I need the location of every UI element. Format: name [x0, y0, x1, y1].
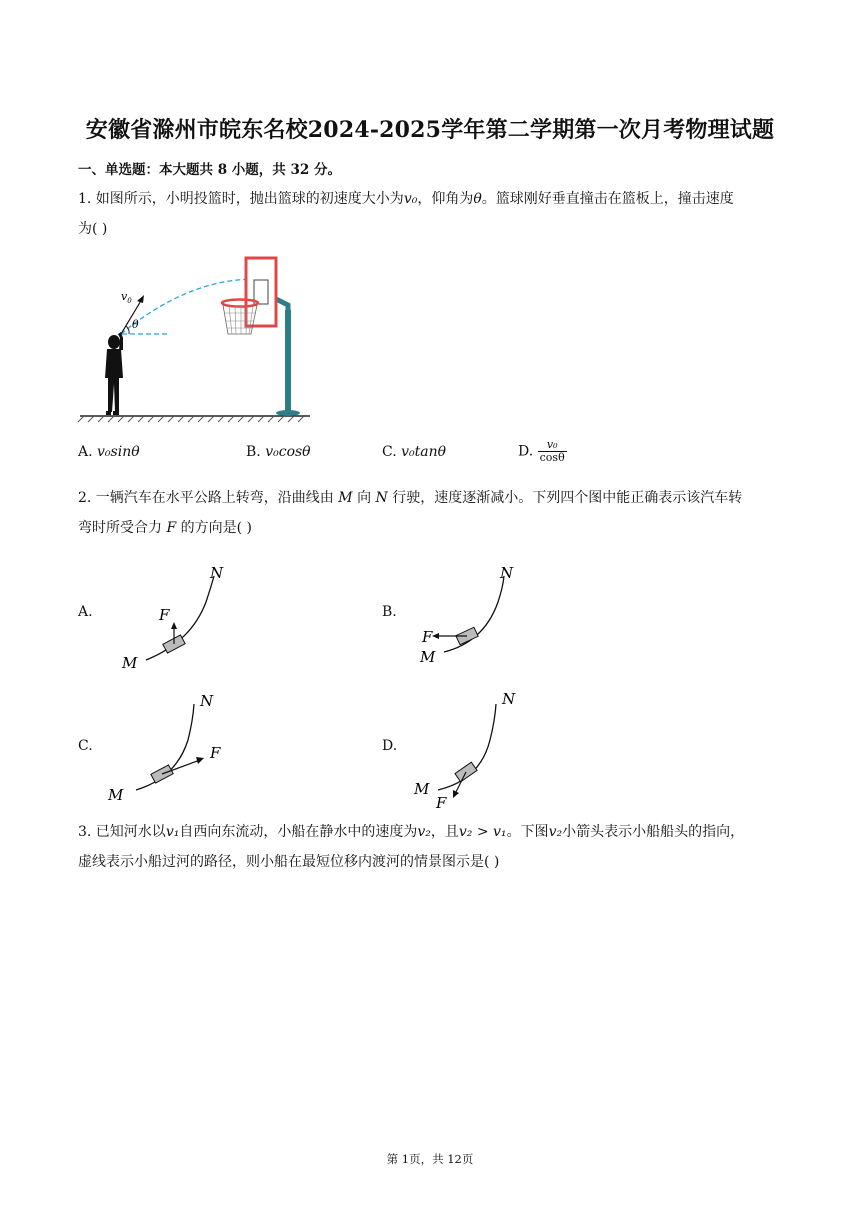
- q1-option-a[interactable]: A. v₀sinθ: [78, 444, 140, 460]
- svg-text:M: M: [108, 786, 124, 804]
- svg-text:F: F: [159, 606, 170, 624]
- q2-figure-b[interactable]: [414, 562, 534, 674]
- svg-text:F: F: [436, 794, 447, 808]
- svg-text:v0: $v_0$: [121, 290, 132, 305]
- q1-option-b[interactable]: B. v₀cosθ: [246, 444, 311, 460]
- svg-text:N: N: [210, 564, 224, 582]
- svg-text:θ: θ: [132, 318, 139, 331]
- q2-option-b-label[interactable]: B.: [382, 604, 397, 620]
- q2-figure-a[interactable]: [116, 562, 236, 674]
- svg-text:F: F: [210, 744, 221, 762]
- var-theta: θ: [473, 191, 482, 207]
- var-v0: v₀: [403, 191, 418, 207]
- svg-text:M: M: [414, 780, 430, 798]
- basketball-figure: [76, 252, 326, 424]
- svg-text:M: M: [122, 654, 138, 672]
- player-silhouette: [105, 332, 123, 415]
- q2-option-a-label[interactable]: A.: [78, 604, 93, 620]
- q1-option-d[interactable]: D. $\frac{\text{v₀}}{\cos\theta}$: [518, 438, 565, 464]
- section-heading: 一、单选题：本大题共 8 小题，共 32 分。: [78, 162, 341, 178]
- question-3-text: 3. 已知河水以v₁自西向东流动，小船在静水中的速度为v₂，且v₂ > v₁。下图v₂小箭头表示小船船头的指向， 虚线表示小船过河的路径，则小船在最短位移内渡河的情景图示是( ): [78, 824, 745, 870]
- svg-text:M: M: [420, 648, 436, 666]
- svg-text:N: N: [500, 564, 514, 582]
- page-title: 安徽省滁州市皖东名校2024-2025学年第二学期第一次月考物理试题: [85, 117, 775, 143]
- question-1-text: 1. 如图所示，小明投篮时，抛出篮球的初速度大小为v₀，仰角为θ。篮球刚好垂直撞击在篮板上，撞击速度 为( ): [78, 191, 734, 237]
- q2-figure-d[interactable]: [410, 690, 530, 808]
- question-2-text: 2. 一辆汽车在水平公路上转弯，沿曲线由 M 向 N 行驶，速度逐渐减小。下列四个图中能正确表示该汽车转 弯时所受合力 F 的方向是( ): [78, 490, 743, 536]
- q1-option-c[interactable]: C. v₀tanθ: [382, 444, 447, 460]
- svg-text:N: N: [200, 692, 214, 710]
- q2-option-c-label[interactable]: C.: [78, 738, 93, 754]
- q2-option-d-label[interactable]: D.: [382, 738, 398, 754]
- page-footer: 第 1页，共 12页: [386, 1152, 474, 1166]
- svg-text:F: F: [422, 628, 433, 646]
- svg-text:N: N: [502, 690, 516, 708]
- q2-figure-c[interactable]: [104, 690, 244, 808]
